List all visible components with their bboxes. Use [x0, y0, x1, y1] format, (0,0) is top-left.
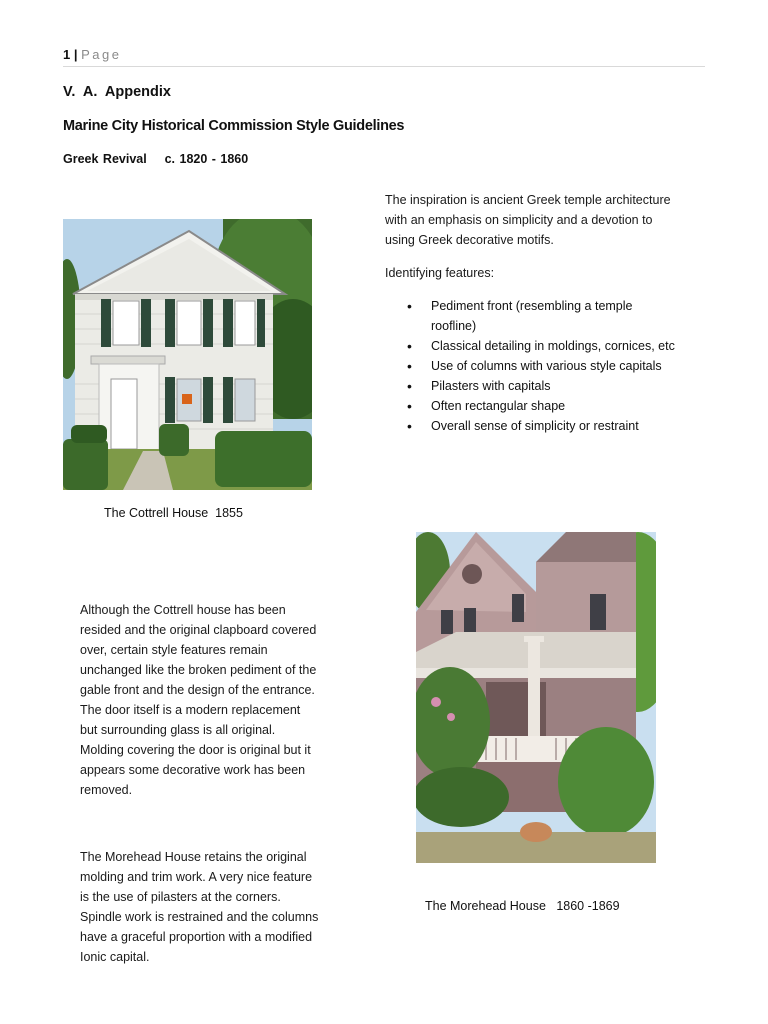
page-number-header	[63, 47, 122, 62]
header-divider	[63, 66, 705, 67]
page-label: Page	[81, 47, 122, 62]
list-item: • Overall sense of simplicity or restraint	[385, 416, 675, 436]
morehead-caption: The Morehead House 1860 -1869	[425, 899, 620, 913]
appendix-heading: V. A. Appendix	[63, 84, 171, 100]
document-title: Marine City Historical Commission Style Guidelines	[63, 118, 405, 134]
inspiration-paragraph: The inspiration is ancient Greek temple architecture with an emphasis on simplicity and a devotion to using Greek decorative motifs.	[385, 193, 671, 247]
list-item: • Pediment front (resembling a temple roofline)	[385, 296, 675, 336]
list-item: • Use of columns with various style capitals	[385, 356, 675, 376]
list-item: • Often rectangular shape	[385, 396, 675, 416]
identifying-features-label: Identifying features:	[385, 266, 495, 280]
cottrell-description: Although the Cottrell house has been resided and the original clapboard covered over, certain style features remain unchanged like the broken pediment of the gable front and the design of the entrance. The door itself is a modern replacement but surrounding glass is all original. Molding covering the door is original but it appears some decorative work has been removed.	[80, 603, 317, 797]
header-separator: |	[73, 47, 78, 62]
cottrell-caption: The Cottrell House 1855	[104, 506, 243, 520]
cottrell-house-photo	[63, 219, 312, 490]
list-item: • Pilasters with capitals	[385, 376, 675, 396]
morehead-description: The Morehead House retains the original molding and trim work. A very nice feature is the use of pilasters at the corners. Spindle work is restrained and the columns have a graceful proportion with a modified Ionic capital.	[80, 850, 319, 964]
features-list	[385, 296, 675, 436]
morehead-house-photo	[416, 532, 656, 863]
style-heading: Greek Revival c. 1820 - 1860	[63, 152, 249, 166]
page-number: 1	[63, 47, 71, 62]
list-item: • Classical detailing in moldings, cornices, etc	[385, 336, 675, 356]
